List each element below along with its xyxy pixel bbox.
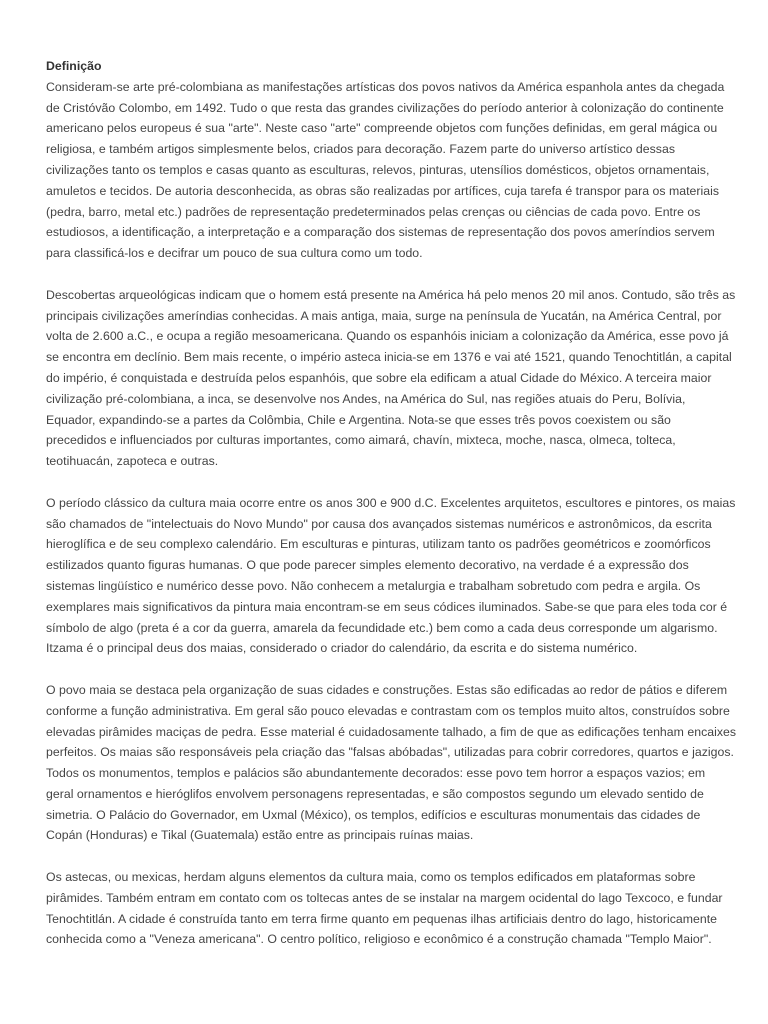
text-line: hieroglífica e de seu complexo calendário. Em esculturas e pinturas, utilizam tanto os padrões geométricos e zoomórficos [46,537,711,552]
text-line: se encontra em declínio. Bem mais recente, o império asteca inicia-se em 1376 e vai até 1521, quando Tenochtitlán, a capital [46,350,732,365]
text-line: Itzama é o principal deus dos maias, considerado o criador do calendário, da escrita e do sistema numérico. [46,641,638,656]
text-line: volta de 2.600 a.C., e ocupa a região mesoamericana. Quando os espanhóis iniciam a colonização da América, esse povo já [46,329,729,344]
text-line: Os astecas, ou mexicas, herdam alguns elementos da cultura maia, como os templos edificados em plataformas sobre [46,870,696,885]
text-line: para classificá-los e decifrar um pouco de sua cultura como um todo. [46,246,423,261]
paragraph [46,680,736,846]
text-line: teotihuacán, zapoteca e outras. [46,454,219,469]
text-line: Consideram-se arte pré-colombiana as manifestações artísticas dos povos nativos da América espanhola antes da chegada [46,79,725,94]
text-line: (pedra, barro, metal etc.) padrões de representação predeterminados pelas crenças ou ciências de cada povo. Entre os [46,204,701,219]
text-line: Copán (Honduras) e Tikal (Guatemala) estão entre as principais ruínas maias. [46,828,474,843]
paragraph [46,285,736,472]
paragraph-list [46,77,736,950]
text-line: civilizações tanto os templos e casas quanto as esculturas, relevos, pinturas, utensílios domésticos, objetos ornamentais, [46,162,710,177]
paragraph [46,867,736,950]
section-heading: Definição [46,59,102,73]
paragraph [46,493,736,659]
text-line: principais civilizações ameríndias conhecidas. A mais antiga, maia, surge na península de Yucatán, na América Central, por [46,308,722,323]
text-line: são chamados de "intelectuais do Novo Mundo" por causa dos avançados sistemas numéricos e astronômicos, da escrita [46,516,712,531]
text-line: Todos os monumentos, templos e palácios são abundantemente decorados: esse povo tem horror a espaços vazios; em [46,766,706,781]
text-line: exemplares mais significativos da pintura maia encontram-se em seus códices iluminados. Sabe-se que para eles toda cor é [46,599,728,614]
text-line: Descobertas arqueológicas indicam que o homem está presente na América há pelo menos 20 mil anos. Contudo, são três as [46,287,736,302]
text-line: civilização pré-colombiana, a inca, se desenvolve nos Andes, na América do Sul, nas regiões atuais do Peru, Bolívia, [46,391,686,406]
text-line: elevadas pirâmides maciças de pedra. Esse material é cuidadosamente talhado, a fim de que as edificações tenham encaixes [46,724,737,739]
text-line: precedidos e influenciados por culturas importantes, como aimará, chavín, mixteca, moche, nasca, olmeca, tolteca, [46,433,676,448]
text-line: pirâmides. Também entram em contato com os toltecas antes de se instalar na margem ocidental do lago Texcoco, e fundar [46,890,723,905]
text-line: O povo maia se destaca pela organização de suas cidades e construções. Estas são edificadas ao redor de pátios e diferem [46,682,728,697]
paragraph [46,77,736,264]
text-line: perfeitos. Os maias são responsáveis pela criação das "falsas abóbadas", utilizadas para cobrir corredores, quartos e jazigos. [46,745,734,760]
text-line: de Cristóvão Colombo, em 1492. Tudo o que resta das grandes civilizações do período anterior à colonização do continente [46,100,724,115]
text-line: conhecida como a "Veneza americana". O centro político, religioso e econômico é a construção chamada "Templo Maior". [46,932,712,947]
text-line: americano pelos europeus é sua "arte". Neste caso "arte" compreende objetos com funções definidas, em geral mágica ou [46,121,718,136]
text-line: Equador, expandindo-se a partes da Colômbia, Chile e Argentina. Nota-se que esses três povos coexistem ou são [46,412,671,427]
text-line: simetria. O Palácio do Governador, em Uxmal (México), os templos, edifícios e esculturas monumentais das cidades de [46,807,701,822]
document-body [46,56,736,971]
text-line: estudiosos, a identificação, a interpretação e a comparação dos sistemas de representação dos povos ameríndios servem [46,225,715,240]
text-line: religiosa, e também artigos simplesmente belos, criados para decoração. Fazem parte do universo artístico dessas [46,142,675,157]
text-line: geral ornamentos e hieróglifos envolvem personagens representadas, e são compostos segundo um elevado sentido de [46,786,704,801]
text-line: Tenochtitlán. A cidade é construída tanto em terra firme quanto em pequenas ilhas artificiais dentro do lago, historicamente [46,911,717,926]
text-line: do império, é conquistada e destruída pelos espanhóis, que sobre ela edificam a atual Cidade do México. A terceira maior [46,370,712,385]
text-line: amuletos e tecidos. De autoria desconhecida, as obras são realizadas por artífices, cuja tarefa é transpor para os materiais [46,183,720,198]
text-line: conforme a função administrativa. Em geral são pouco elevadas e contrastam com os templos muito altos, construídos sobre [46,703,730,718]
text-line: sistemas lingüístico e numérico desse povo. Não conhecem a metalurgia e trabalham sobretudo com pedra e argila. Os [46,578,701,593]
text-line: O período clássico da cultura maia ocorre entre os anos 300 e 900 d.C. Excelentes arquitetos, escultores e pintores, os maias [46,495,736,510]
text-line: estilizados quanto figuras humanas. O que pode parecer simples elemento decorativo, na verdade é a expressão dos [46,558,689,573]
text-line: símbolo de algo (preta é a cor da guerra, amarela da fecundidade etc.) bem como a cada deus corresponde um algarismo. [46,620,718,635]
